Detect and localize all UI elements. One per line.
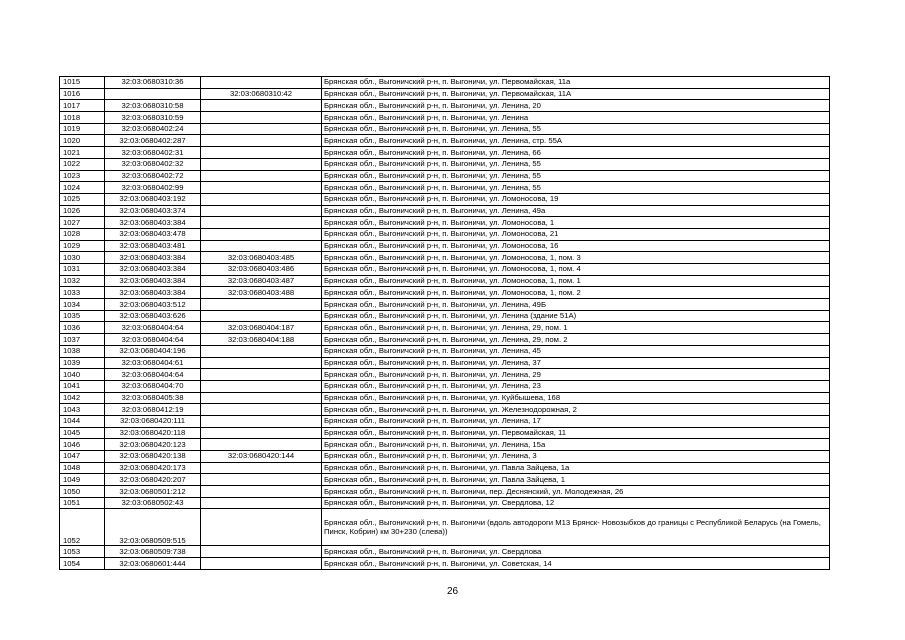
row-number-cell: 1032 (60, 275, 105, 287)
cadastral-number-cell: 32:03:0680420:207 (105, 474, 201, 486)
premises-cadastral-number-cell (201, 205, 322, 217)
table-row (60, 170, 830, 182)
cadastral-number-cell: 32:03:0680402:287 (105, 135, 201, 147)
row-number-cell: 1053 (60, 546, 105, 558)
row-number-cell: 1034 (60, 299, 105, 311)
row-number-cell: 1035 (60, 310, 105, 322)
row-number-cell: 1029 (60, 240, 105, 252)
row-number-cell: 1043 (60, 404, 105, 416)
cadastral-number-cell: 32:03:0680404:196 (105, 345, 201, 357)
address-cell: Брянская обл., Выгоничский р-н, п. Выгоничи, ул. Ленина, 3 (322, 451, 830, 463)
row-number-cell: 1049 (60, 474, 105, 486)
table-row (60, 462, 830, 474)
address-cell: Брянская обл., Выгоничский р-н, п. Выгоничи, ул. Ленина, стр. 55А (322, 135, 830, 147)
cadastral-number-cell: 32:03:0680403:384 (105, 275, 201, 287)
premises-cadastral-number-cell (201, 415, 322, 427)
row-number-cell: 1028 (60, 228, 105, 240)
address-cell: Брянская обл., Выгоничский р-н, п. Выгоничи, ул. Ленина, 49а (322, 205, 830, 217)
table-row (60, 334, 830, 346)
table-row (60, 369, 830, 381)
address-cell: Брянская обл., Выгоничский р-н, п. Выгоничи, ул. Ленина, 55 (322, 182, 830, 194)
table-row (60, 287, 830, 299)
cadastral-number-cell: 32:03:0680502:43 (105, 497, 201, 509)
address-cell: Брянская обл., Выгоничский р-н, п. Выгоничи, ул. Куйбышева, 168 (322, 392, 830, 404)
table-row (60, 193, 830, 205)
cadastral-number-cell: 32:03:0680404:64 (105, 334, 201, 346)
cadastral-number-cell: 32:03:0680412:19 (105, 404, 201, 416)
premises-cadastral-number-cell (201, 345, 322, 357)
premises-cadastral-number-cell (201, 392, 322, 404)
premises-cadastral-number-cell (201, 380, 322, 392)
premises-cadastral-number-cell (201, 182, 322, 194)
premises-cadastral-number-cell (201, 558, 322, 570)
cadastral-number-cell: 32:03:0680420:138 (105, 451, 201, 463)
table-row (60, 264, 830, 276)
table-row (60, 252, 830, 264)
table-row (60, 310, 830, 322)
address-cell: Брянская обл., Выгоничский р-н, п. Выгоничи, ул. Ломоносова, 1, пом. 4 (322, 264, 830, 276)
row-number-cell: 1038 (60, 345, 105, 357)
address-cell: Брянская обл., Выгоничский р-н, п. Выгоничи, ул. Свердлова, 12 (322, 497, 830, 509)
table-row (60, 357, 830, 369)
cadastral-number-cell: 32:03:0680402:99 (105, 182, 201, 194)
row-number-cell: 1023 (60, 170, 105, 182)
address-cell: Брянская обл., Выгоничский р-н, п. Выгоничи, ул. Ленина, 45 (322, 345, 830, 357)
cadastral-number-cell: 32:03:0680404:61 (105, 357, 201, 369)
address-cell: Брянская обл., Выгоничский р-н, п. Выгоничи, ул. Ленина, 49Б (322, 299, 830, 311)
premises-cadastral-number-cell (201, 427, 322, 439)
cadastral-number-cell: 32:03:0680403:384 (105, 287, 201, 299)
address-cell: Брянская обл., Выгоничский р-н, п. Выгоничи, ул. Ломоносова, 21 (322, 228, 830, 240)
table-row (60, 112, 830, 124)
row-number-cell: 1042 (60, 392, 105, 404)
premises-cadastral-number-cell (201, 357, 322, 369)
table-row (60, 299, 830, 311)
row-number-cell: 1026 (60, 205, 105, 217)
row-number-cell: 1037 (60, 334, 105, 346)
cadastral-number-cell: 32:03:0680509:738 (105, 546, 201, 558)
premises-cadastral-number-cell (201, 240, 322, 252)
address-cell: Брянская обл., Выгоничский р-н, п. Выгоничи, ул. Павла Зайцева, 1а (322, 462, 830, 474)
address-cell: Брянская обл., Выгоничский р-н, п. Выгоничи, ул. Ломоносова, 1 (322, 217, 830, 229)
address-cell: Брянская обл., Выгоничский р-н, п. Выгоничи, ул. Ленина, 55 (322, 158, 830, 170)
address-cell: Брянская обл., Выгоничский р-н, п. Выгоничи, ул. Ленина, 29, пом. 1 (322, 322, 830, 334)
row-number-cell: 1047 (60, 451, 105, 463)
premises-cadastral-number-cell (201, 509, 322, 546)
premises-cadastral-number-cell: 32:03:0680404:187 (201, 322, 322, 334)
table-row (60, 228, 830, 240)
row-number-cell: 1024 (60, 182, 105, 194)
cadastral-number-cell: 32:03:0680403:384 (105, 264, 201, 276)
row-number-cell: 1044 (60, 415, 105, 427)
address-cell: Брянская обл., Выгоничский р-н, п. Выгоничи, ул. Ленина (здание 51А) (322, 310, 830, 322)
address-cell: Брянская обл., Выгоничский р-н, п. Выгоничи, ул. Первомайская, 11А (322, 88, 830, 100)
table-row (60, 415, 830, 427)
address-cell: Брянская обл., Выгоничский р-н, п. Выгоничи, ул. Советская, 14 (322, 558, 830, 570)
row-number-cell: 1048 (60, 462, 105, 474)
address-cell: Брянская обл., Выгоничский р-н, п. Выгоничи, ул. Ленина, 66 (322, 147, 830, 159)
table-row (60, 345, 830, 357)
premises-cadastral-number-cell: 32:03:0680403:488 (201, 287, 322, 299)
address-cell: Брянская обл., Выгоничский р-н, п. Выгоничи, ул. Ломоносова, 16 (322, 240, 830, 252)
table-row (60, 217, 830, 229)
table-row (60, 147, 830, 159)
row-number-cell: 1046 (60, 439, 105, 451)
table-row (60, 380, 830, 392)
row-number-cell: 1022 (60, 158, 105, 170)
premises-cadastral-number-cell (201, 100, 322, 112)
address-cell: Брянская обл., Выгоничский р-н, п. Выгоничи, ул. Ленина, 29, пом. 2 (322, 334, 830, 346)
premises-cadastral-number-cell (201, 112, 322, 124)
cadastral-number-cell: 32:03:0680402:31 (105, 147, 201, 159)
address-cell: Брянская обл., Выгоничский р-н, п. Выгоничи, ул. Ломоносова, 1, пом. 3 (322, 252, 830, 264)
table-row (60, 439, 830, 451)
row-number-cell: 1019 (60, 123, 105, 135)
cadastral-number-cell: 32:03:0680402:32 (105, 158, 201, 170)
table-row (60, 100, 830, 112)
cadastral-number-cell: 32:03:0680405:38 (105, 392, 201, 404)
address-cell: Брянская обл., Выгоничский р-н, п. Выгоничи, ул. Ленина, 29 (322, 369, 830, 381)
premises-cadastral-number-cell (201, 147, 322, 159)
table-row (60, 427, 830, 439)
table-row (60, 546, 830, 558)
premises-cadastral-number-cell (201, 497, 322, 509)
row-number-cell: 1050 (60, 486, 105, 498)
row-number-cell: 1036 (60, 322, 105, 334)
address-cell: Брянская обл., Выгоничский р-н, п. Выгоничи, ул. Ломоносова, 1, пом. 2 (322, 287, 830, 299)
address-cell: Брянская обл., Выгоничский р-н, п. Выгоничи, ул. Ленина, 20 (322, 100, 830, 112)
premises-cadastral-number-cell (201, 439, 322, 451)
table-row (60, 182, 830, 194)
premises-cadastral-number-cell (201, 546, 322, 558)
cadastral-number-cell: 32:03:0680310:58 (105, 100, 201, 112)
address-cell: Брянская обл., Выгоничский р-н, п. Выгоничи, ул. Свердлова (322, 546, 830, 558)
cadastral-number-cell: 32:03:0680403:192 (105, 193, 201, 205)
premises-cadastral-number-cell (201, 170, 322, 182)
cadastral-number-cell: 32:03:0680420:118 (105, 427, 201, 439)
address-cell: Брянская обл., Выгоничский р-н, п. Выгоничи, ул. Первомайская, 11 (322, 427, 830, 439)
row-number-cell: 1030 (60, 252, 105, 264)
row-number-cell: 1027 (60, 217, 105, 229)
cadastral-number-cell: 32:03:0680420:173 (105, 462, 201, 474)
premises-cadastral-number-cell: 32:03:0680310:42 (201, 88, 322, 100)
cadastral-number-cell: 32:03:0680420:111 (105, 415, 201, 427)
address-cell: Брянская обл., Выгоничский р-н, п. Выгоничи, ул. Ленина, 15а (322, 439, 830, 451)
row-number-cell: 1016 (60, 88, 105, 100)
row-number-cell: 1015 (60, 77, 105, 89)
table-row (60, 558, 830, 570)
address-cell: Брянская обл., Выгоничский р-н, п. Выгоничи, ул. Ленина, 55 (322, 170, 830, 182)
row-number-cell: 1020 (60, 135, 105, 147)
premises-cadastral-number-cell: 32:03:0680403:485 (201, 252, 322, 264)
row-number-cell: 1031 (60, 264, 105, 276)
premises-cadastral-number-cell (201, 77, 322, 89)
cadastral-number-cell: 32:03:0680402:24 (105, 123, 201, 135)
address-cell: Брянская обл., Выгоничский р-н, п. Выгоничи, ул. Ленина, 17 (322, 415, 830, 427)
premises-cadastral-number-cell (201, 474, 322, 486)
premises-cadastral-number-cell: 32:03:0680420:144 (201, 451, 322, 463)
address-cell: Брянская обл., Выгоничский р-н, п. Выгоничи, ул. Ленина, 55 (322, 123, 830, 135)
premises-cadastral-number-cell: 32:03:0680403:487 (201, 275, 322, 287)
table-row (60, 205, 830, 217)
premises-cadastral-number-cell (201, 299, 322, 311)
table-body (60, 77, 830, 570)
cadastral-number-cell: 32:03:0680310:36 (105, 77, 201, 89)
address-cell: Брянская обл., Выгоничский р-н, п. Выгоничи, ул. Первомайская, 11а (322, 77, 830, 89)
table-row (60, 404, 830, 416)
table-row (60, 322, 830, 334)
table-row (60, 88, 830, 100)
premises-cadastral-number-cell (201, 135, 322, 147)
cadastral-number-cell: 32:03:0680404:64 (105, 369, 201, 381)
cadastral-number-cell: 32:03:0680403:478 (105, 228, 201, 240)
page-number: 26 (446, 586, 459, 597)
cadastral-number-cell (105, 88, 201, 100)
table-row (60, 135, 830, 147)
row-number-cell: 1051 (60, 497, 105, 509)
row-number-cell: 1041 (60, 380, 105, 392)
row-number-cell: 1021 (60, 147, 105, 159)
premises-cadastral-number-cell (201, 369, 322, 381)
cadastral-number-cell: 32:03:0680403:384 (105, 217, 201, 229)
premises-cadastral-number-cell (201, 158, 322, 170)
table-row (60, 240, 830, 252)
premises-cadastral-number-cell (201, 123, 322, 135)
cadastral-number-cell: 32:03:0680403:626 (105, 310, 201, 322)
cadastral-number-cell: 32:03:0680402:72 (105, 170, 201, 182)
table-row (60, 158, 830, 170)
premises-cadastral-number-cell (201, 228, 322, 240)
address-cell: Брянская обл., Выгоничский р-н, п. Выгоничи, ул. Ленина, 37 (322, 357, 830, 369)
cadastral-number-cell: 32:03:0680501:212 (105, 486, 201, 498)
address-cell: Брянская обл., Выгоничский р-н, п. Выгоничи, ул. Железнодорожная, 2 (322, 404, 830, 416)
premises-cadastral-number-cell (201, 486, 322, 498)
table-row (60, 77, 830, 89)
address-cell: Брянская обл., Выгоничский р-н, п. Выгоничи, ул. Ленина (322, 112, 830, 124)
premises-cadastral-number-cell (201, 462, 322, 474)
row-number-cell: 1033 (60, 287, 105, 299)
address-cell: Брянская обл., Выгоничский р-н, п. Выгоничи, ул. Ленина, 23 (322, 380, 830, 392)
row-number-cell: 1018 (60, 112, 105, 124)
table-row (60, 392, 830, 404)
cadastral-number-cell: 32:03:0680420:123 (105, 439, 201, 451)
row-number-cell: 1052 (60, 509, 105, 546)
table-row (60, 486, 830, 498)
premises-cadastral-number-cell: 32:03:0680403:486 (201, 264, 322, 276)
cadastral-number-cell: 32:03:0680310:59 (105, 112, 201, 124)
table-row (60, 123, 830, 135)
cadastral-number-cell: 32:03:0680403:481 (105, 240, 201, 252)
cadastral-number-cell: 32:03:0680404:64 (105, 322, 201, 334)
address-cell: Брянская обл., Выгоничский р-н, п. Выгоничи (вдоль автодороги М13 Брянск- Новозыбков до границы с Республикой Беларусь (на Гомель, Пинск, Кобрин) км 30+230 (слева)) (322, 509, 830, 546)
cadastral-number-cell: 32:03:0680403:374 (105, 205, 201, 217)
premises-cadastral-number-cell (201, 310, 322, 322)
premises-cadastral-number-cell (201, 217, 322, 229)
cadastral-number-cell: 32:03:0680601:444 (105, 558, 201, 570)
row-number-cell: 1045 (60, 427, 105, 439)
cadastral-number-cell: 32:03:0680404:70 (105, 380, 201, 392)
table-row (60, 451, 830, 463)
cadastral-number-cell: 32:03:0680509:515 (105, 509, 201, 546)
row-number-cell: 1017 (60, 100, 105, 112)
address-cell: Брянская обл., Выгоничский р-н, п. Выгоничи, ул. Павла Зайцева, 1 (322, 474, 830, 486)
table-row (60, 275, 830, 287)
row-number-cell: 1054 (60, 558, 105, 570)
address-cell: Брянская обл., Выгоничский р-н, п. Выгоничи, ул. Ломоносова, 1, пом. 1 (322, 275, 830, 287)
row-number-cell: 1039 (60, 357, 105, 369)
premises-cadastral-number-cell (201, 404, 322, 416)
premises-cadastral-number-cell: 32:03:0680404:188 (201, 334, 322, 346)
address-cell: Брянская обл., Выгоничский р-н, п. Выгоничи, ул. Ломоносова, 19 (322, 193, 830, 205)
table-row (60, 497, 830, 509)
cadastral-table (59, 76, 830, 570)
premises-cadastral-number-cell (201, 193, 322, 205)
address-cell: Брянская обл., Выгоничский р-н, п. Выгоничи, пер. Деснянский, ул. Молодежная, 26 (322, 486, 830, 498)
table-row (60, 509, 830, 546)
row-number-cell: 1025 (60, 193, 105, 205)
table-row (60, 474, 830, 486)
row-number-cell: 1040 (60, 369, 105, 381)
cadastral-number-cell: 32:03:0680403:512 (105, 299, 201, 311)
cadastral-number-cell: 32:03:0680403:384 (105, 252, 201, 264)
